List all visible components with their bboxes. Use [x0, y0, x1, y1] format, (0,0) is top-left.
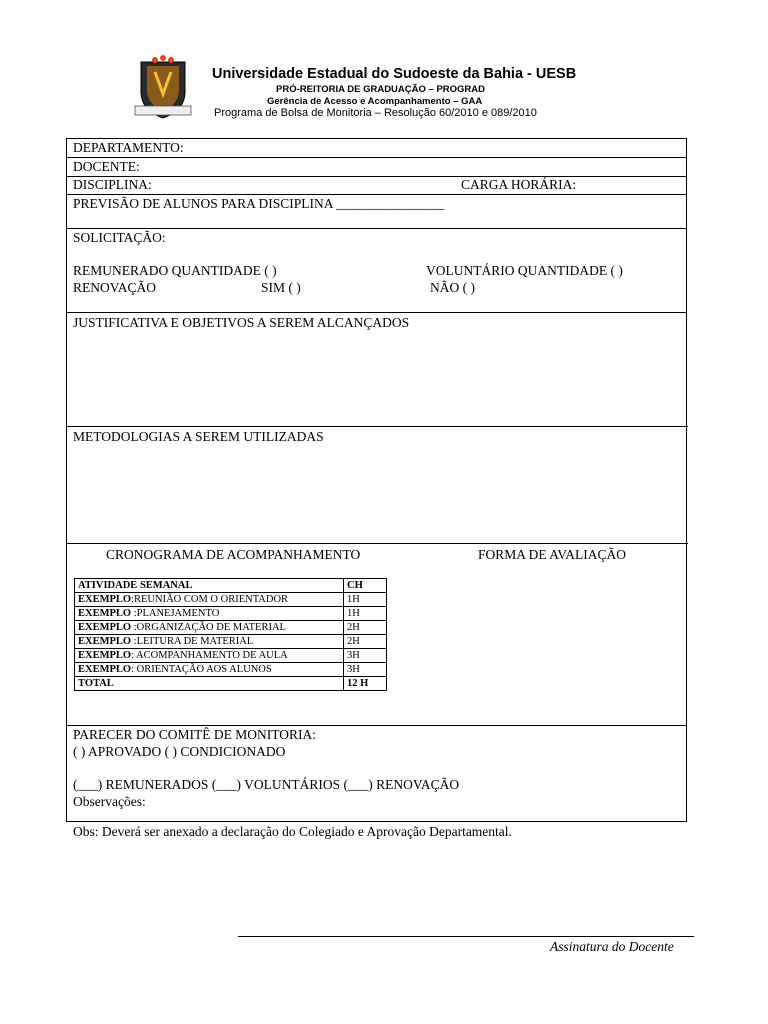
example-prefix: EXEMPLO	[78, 650, 132, 661]
signature-label: Assinatura do Docente	[550, 939, 674, 954]
parecer-counts: (___) REMUNERADOS (___) VOLUNTÁRIOS (___) RENOVAÇÃO	[73, 777, 460, 792]
table-cell-activity	[75, 621, 344, 635]
table-cell-ch: 1H	[344, 593, 387, 607]
activity-text: : ORIENTAÇÃO AOS ALUNOS	[131, 664, 272, 675]
activity-text: : ACOMPANHAMENTO DE AULA	[131, 650, 288, 661]
program-title: Programa de Bolsa de Monitoria – Resolução 60/2010 e 089/2010	[214, 107, 537, 119]
table-total-value: 12 H	[344, 677, 387, 691]
table-cell-ch: 1H	[344, 607, 387, 621]
table-header-ch: CH	[344, 579, 387, 593]
disciplina-label: DISCIPLINA:	[73, 177, 152, 192]
table-cell-activity	[75, 649, 344, 663]
solicitacao-label: SOLICITAÇÃO:	[73, 230, 166, 245]
example-prefix: EXEMPLO	[78, 594, 132, 605]
renovacao-nao: NÃO ( )	[430, 280, 475, 295]
previsao-alunos-label: PREVISÃO DE ALUNOS PARA DISCIPLINA ________________	[73, 196, 445, 211]
table-cell-ch: 3H	[344, 649, 387, 663]
example-prefix: EXEMPLO	[78, 664, 132, 675]
carga-horaria-label: CARGA HORÁRIA:	[461, 177, 577, 192]
cronograma-label: CRONOGRAMA DE ACOMPANHAMENTO	[106, 547, 361, 562]
table-cell-ch: 2H	[344, 635, 387, 649]
table-row	[75, 593, 387, 607]
table-cell-ch: 2H	[344, 621, 387, 635]
management-unit: Gerência de Acesso e Acompanhamento – GAA	[267, 96, 483, 107]
renovacao-label: RENOVAÇÃO	[73, 280, 157, 295]
voluntario-quantidade: VOLUNTÁRIO QUANTIDADE ( )	[426, 263, 623, 278]
forma-avaliacao-label: FORMA DE AVALIAÇÃO	[478, 547, 627, 562]
example-prefix: EXEMPLO	[78, 622, 132, 633]
table-row	[75, 663, 387, 677]
footer-obs: Obs: Deverá ser anexado a declaração do Colegiado e Aprovação Departamental.	[73, 824, 512, 839]
table-total-row	[75, 677, 387, 691]
parecer-status: ( ) APROVADO ( ) CONDICIONADO	[73, 744, 286, 759]
example-prefix: EXEMPLO	[78, 608, 132, 619]
table-cell-activity	[75, 663, 344, 677]
table-header-activity: ATIVIDADE SEMANAL	[75, 579, 344, 593]
observacoes-label: Observações:	[73, 794, 146, 809]
pro-rectory: PRÓ-REITORIA DE GRADUAÇÃO – PROGRAD	[276, 84, 486, 95]
activity-text: :REUNIÃO COM O ORIENTADOR	[131, 594, 289, 605]
table-row	[75, 621, 387, 635]
table-total-label: TOTAL	[75, 677, 344, 691]
table-header-row	[75, 579, 387, 593]
table-cell-activity	[75, 593, 344, 607]
signature-line	[238, 936, 694, 937]
table-row	[75, 649, 387, 663]
cronograma-table	[74, 578, 387, 691]
table-row	[75, 607, 387, 621]
remunerado-quantidade: REMUNERADO QUANTIDADE ( )	[73, 263, 277, 278]
parecer-title: PARECER DO COMITÊ DE MONITORIA:	[73, 727, 317, 742]
justificativa-label: JUSTIFICATIVA E OBJETIVOS A SEREM ALCANÇADOS	[73, 315, 410, 330]
table-cell-ch: 3H	[344, 663, 387, 677]
activity-text: :PLANEJAMENTO	[131, 608, 220, 619]
metodologias-label: METODOLOGIAS A SEREM UTILIZADAS	[73, 429, 324, 444]
activity-text: :LEITURA DE MATERIAL	[131, 636, 254, 647]
table-row	[75, 635, 387, 649]
activity-text: :ORGANIZAÇÃO DE MATERIAL	[131, 622, 286, 633]
university-logo	[133, 54, 193, 122]
university-name: Universidade Estadual do Sudoeste da Bahia - UESB	[212, 66, 577, 82]
docente-label: DOCENTE:	[73, 159, 140, 174]
departamento-label: DEPARTAMENTO:	[73, 140, 184, 155]
example-prefix: EXEMPLO	[78, 636, 132, 647]
table-cell-activity	[75, 635, 344, 649]
renovacao-sim: SIM ( )	[261, 280, 301, 295]
table-cell-activity	[75, 607, 344, 621]
